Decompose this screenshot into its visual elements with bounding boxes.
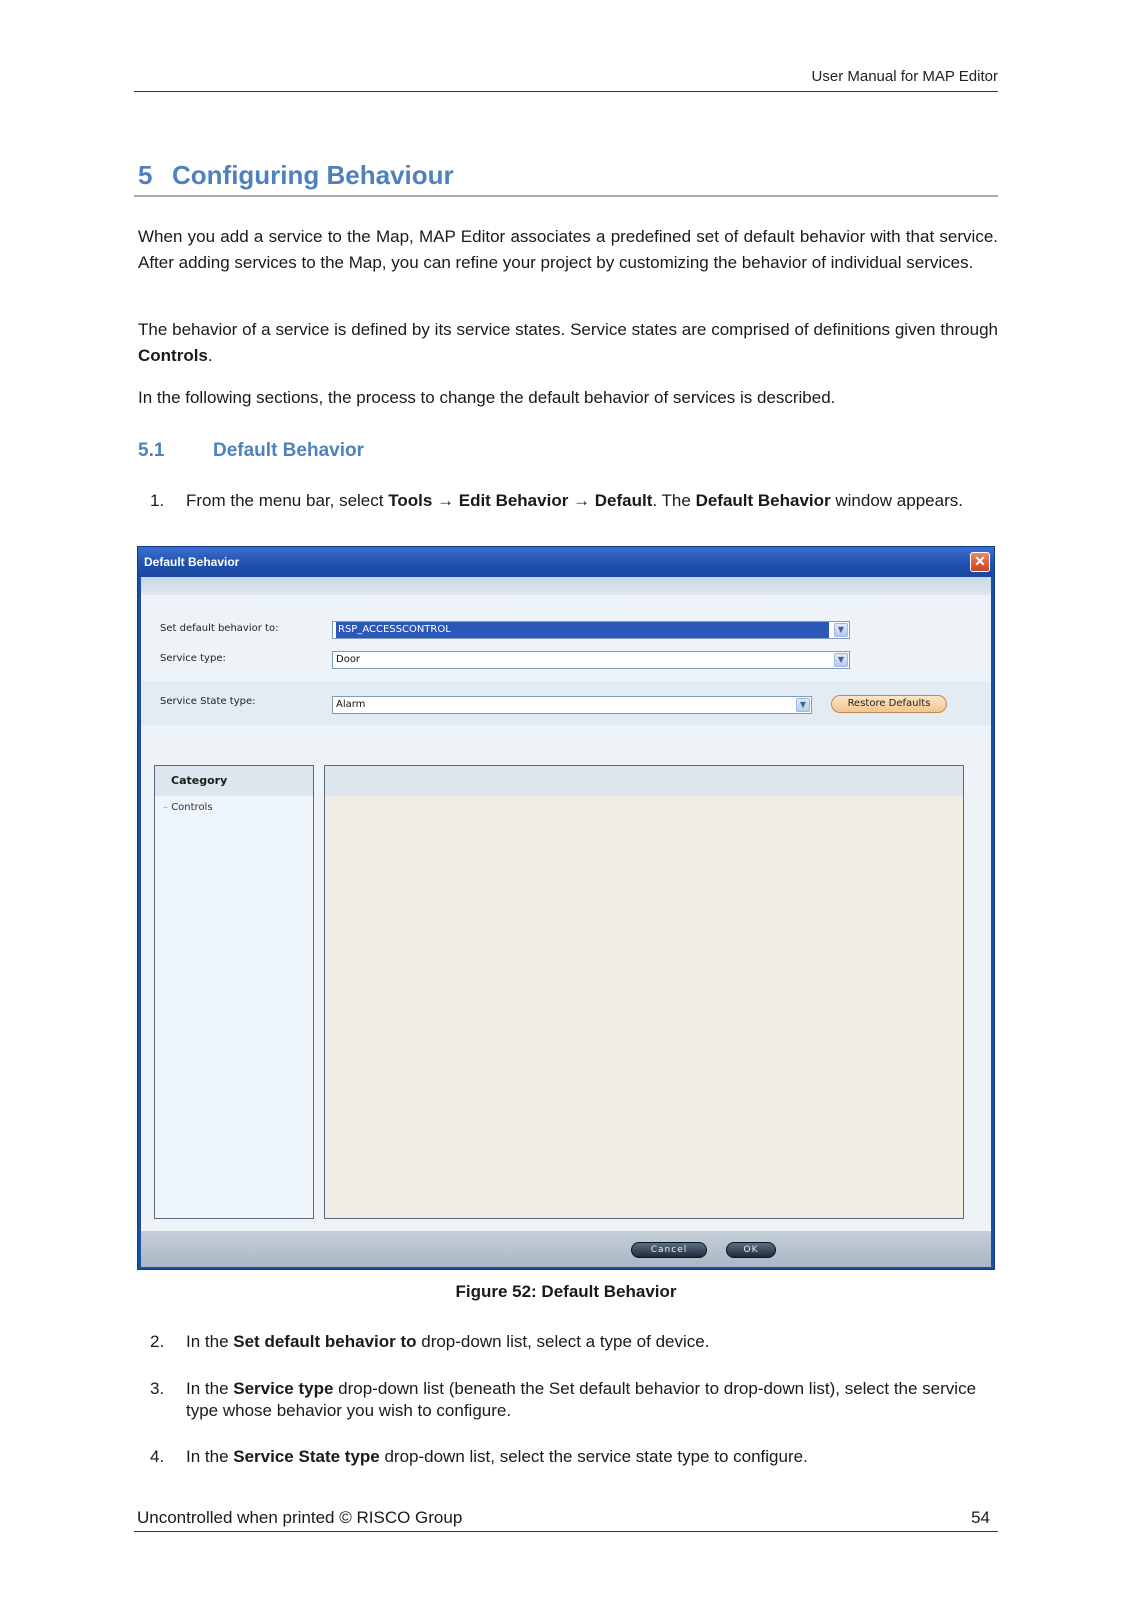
step-text: In the Set default behavior to drop-down list, select a type of device. xyxy=(186,1332,710,1351)
category-panel xyxy=(154,765,314,1219)
set-default-dropdown[interactable] xyxy=(332,621,850,639)
section-rule xyxy=(134,195,998,197)
subsection-heading xyxy=(138,440,364,462)
step-number: 2. xyxy=(150,1332,165,1351)
process-paragraph: In the following sections, the process to change the default behavior of services is described. xyxy=(138,388,836,407)
service-state-type-dropdown[interactable] xyxy=(332,696,812,714)
window-title: Default Behavior xyxy=(138,547,994,577)
step-2 xyxy=(138,1331,998,1353)
close-icon[interactable]: ✕ xyxy=(970,552,990,572)
button-bar xyxy=(141,1231,991,1267)
step-number: 3. xyxy=(150,1379,165,1398)
service-state-type-label: Service State type: xyxy=(160,696,256,707)
step-text: In the Service type drop-down list (beneath the Set default behavior to drop-down list), select the service type whose behavior you wish to configure. xyxy=(186,1379,977,1420)
section-number: 5 xyxy=(138,160,153,190)
step-number: 1. xyxy=(150,491,165,510)
running-header: User Manual for MAP Editor xyxy=(811,68,998,85)
default-behavior-window xyxy=(137,546,995,1270)
details-header xyxy=(325,766,963,796)
controls-paragraph-end: . xyxy=(207,346,213,365)
tree-line-icon: – xyxy=(163,802,168,813)
category-item-label: Controls xyxy=(171,802,213,813)
category-item-controls[interactable] xyxy=(163,802,213,813)
step-1 xyxy=(138,490,998,512)
header-rule xyxy=(134,91,998,92)
service-type-value: Door xyxy=(336,654,361,665)
subsection-title: Default Behavior xyxy=(213,440,364,461)
step-4 xyxy=(138,1446,998,1468)
chevron-down-icon[interactable]: ▼ xyxy=(796,698,810,712)
section-heading xyxy=(138,160,454,191)
chevron-down-icon[interactable]: ▼ xyxy=(834,653,848,667)
set-default-label: Set default behavior to: xyxy=(160,623,279,634)
restore-defaults-button[interactable]: Restore Defaults xyxy=(831,695,947,713)
section-title: Configuring Behaviour xyxy=(172,160,454,190)
ok-button[interactable]: OK xyxy=(726,1242,776,1258)
details-panel xyxy=(324,765,964,1219)
service-state-type-value: Alarm xyxy=(336,699,366,710)
window-body xyxy=(141,577,991,1267)
set-default-value: RSP_ACCESSCONTROL xyxy=(336,622,829,638)
step-3 xyxy=(138,1378,998,1422)
subsection-number: 5.1 xyxy=(138,440,165,461)
controls-term: Controls xyxy=(138,346,208,365)
category-header: Category xyxy=(155,766,313,796)
intro-paragraph: When you add a service to the Map, MAP Editor associates a predefined set of default behavior with that service. After adding services to the Map, you can refine your project by customizing the behavior of individual services. xyxy=(138,227,998,272)
footer-copyright: Uncontrolled when printed © RISCO Group xyxy=(137,1508,463,1527)
figure-caption: Figure 52: Default Behavior xyxy=(455,1282,677,1301)
step-text: In the Service State type drop-down list, select the service state type to configure. xyxy=(186,1447,808,1466)
footer-rule xyxy=(134,1531,998,1532)
service-type-label: Service type: xyxy=(160,653,226,664)
cancel-button[interactable]: Cancel xyxy=(631,1242,707,1258)
controls-paragraph-text: The behavior of a service is defined by its service states. Service states are comprised of definitions given through xyxy=(138,320,998,339)
controls-paragraph xyxy=(138,317,998,369)
service-type-dropdown[interactable] xyxy=(332,651,850,669)
top-band xyxy=(141,577,991,595)
chevron-down-icon[interactable]: ▼ xyxy=(834,623,848,637)
page-number: 54 xyxy=(971,1508,990,1527)
step-number: 4. xyxy=(150,1447,165,1466)
step-text: From the menu bar, select Tools → Edit Behavior → Default. The Default Behavior window appears. xyxy=(186,491,963,510)
